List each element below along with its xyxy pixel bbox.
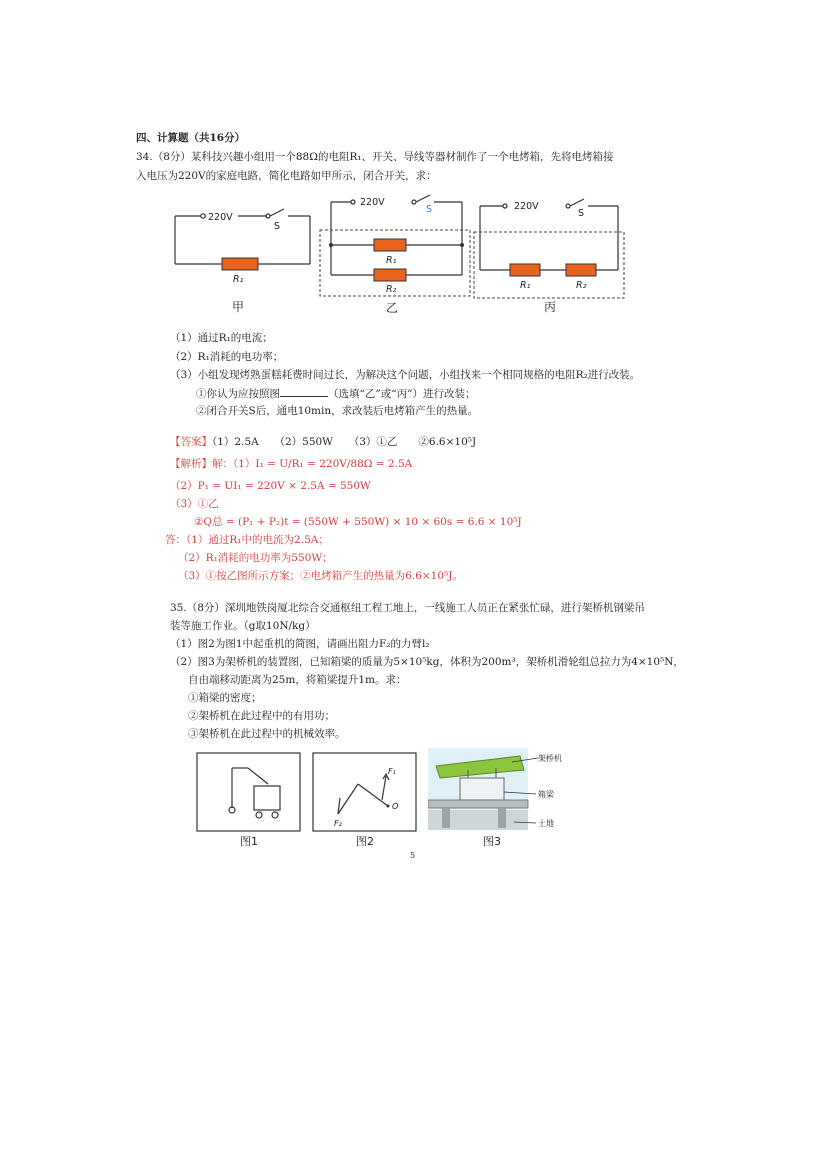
resistor-label: R₂	[386, 284, 397, 295]
answer-text: （1）2.5A （2）550W （3）①乙 ②6.6×10⁵J	[212, 436, 477, 448]
resistor-label: R₂	[576, 280, 587, 291]
q34-analysis-line1	[170, 457, 412, 471]
label-box-girder: 箱梁	[538, 790, 554, 799]
q34-stem-line2: 入电压为220V的家庭电路，简化电路如甲所示，闭合开关，求：	[136, 170, 437, 182]
q35-stem-line2: 装等施工作业。（g取10N/kg）	[170, 620, 316, 632]
q34-part3a	[196, 386, 475, 401]
figure-caption: 图2	[356, 835, 374, 848]
q35-stem-line1: 35.（8分）深圳地铁岗厦北综合交通枢纽工程工地上，一线施工人员正在紧张忙碌，进行架桥机钢梁吊	[170, 602, 645, 614]
answer-blank[interactable]	[280, 386, 328, 397]
voltage-label: 220V	[514, 201, 539, 212]
force-f1-label: F₁	[388, 767, 396, 776]
voltage-label: 220V	[208, 212, 233, 223]
switch-label: S	[274, 221, 281, 232]
resistor-r1-icon	[510, 264, 540, 276]
circuit-bing-diagram	[472, 192, 628, 320]
circuit-caption: 丙	[544, 300, 557, 314]
resistor-label: R₁	[233, 274, 244, 285]
switch-label: S	[426, 204, 433, 215]
figure-caption: 图3	[483, 835, 501, 848]
circuit-yi-diagram	[318, 190, 473, 320]
q34-part3a-text: （选填“乙”或“丙”）进行改装；	[328, 388, 476, 400]
q34-analysis-line4: ②Q总 = (P₁ + P₂)t = (550W + 550W) × 10 × 60s = 6.6 × 10⁵J	[194, 516, 522, 528]
q35-sub2: ②架桥机在此过程中的有用功；	[188, 710, 335, 722]
q34-conclusion-0: 答：（1）通过R₁中的电流为2.5A；	[165, 534, 329, 546]
circuit-jia-diagram	[170, 200, 315, 320]
q35-part2-line1: （2）图3为架桥机的装置图，已知箱梁的质量为5×10⁵kg，体积为200m³，架桥机滑轮组总拉力为4×10⁵N，	[170, 656, 684, 668]
resistor-r2-icon	[566, 264, 596, 276]
figure3-bridge-machine	[428, 748, 578, 848]
resistor-r1-icon	[374, 239, 406, 251]
circuit-caption: 乙	[386, 301, 399, 315]
q34-part2: （2）R₁消耗的电功率；	[170, 351, 284, 363]
q34-part3b: ②闭合开关S后，通电10min，求改装后电烤箱产生的热量。	[196, 405, 479, 417]
answer-label: 【答案】	[170, 436, 212, 448]
q35-sub1: ①箱梁的密度；	[188, 692, 262, 704]
q35-part1: （1）图2为图1中起重机的简图，请画出阻力F₂的力臂l₂	[170, 638, 430, 650]
q34-conclusion-1: （2）R₁消耗的电功率为550W；	[178, 552, 333, 564]
resistor-r2-icon	[374, 269, 406, 281]
label-bridge-machine: 架桥机	[538, 754, 562, 763]
resistor-label: R₁	[520, 280, 531, 291]
circuit-caption: 甲	[232, 300, 245, 314]
q34-answer	[170, 435, 476, 449]
voltage-label: 220V	[360, 197, 385, 208]
q34-stem-line1: 34.（8分）某科技兴趣小组用一个88Ω的电阻R₁、开关、导线等器材制作了一个电烤箱，先将电烤箱接	[136, 151, 614, 163]
q35-part2-line2: 自由端移动距离为25m，将箱梁提升1m。求：	[188, 674, 407, 686]
analysis-label: 【解析】	[170, 458, 212, 470]
force-f2-label: F₂	[334, 819, 342, 828]
resistor-r1-icon	[222, 258, 258, 270]
figure2-lever	[312, 752, 418, 848]
label-ground: 土地	[538, 819, 554, 828]
q34-part3a-text: ①你认为应按照图	[196, 388, 280, 400]
resistor-label: R₁	[386, 255, 397, 266]
pivot-o-label: O	[392, 802, 399, 811]
switch-label: S	[578, 208, 585, 219]
q34-analysis-line3: （3）①乙	[170, 498, 219, 510]
q35-sub3: ③架桥机在此过程中的机械效率。	[188, 728, 346, 740]
figure-caption: 图1	[240, 835, 258, 848]
section-title: 四、计算题（共16分）	[136, 132, 246, 144]
q34-part1: （1）通过R₁的电流；	[170, 332, 273, 344]
analysis-text: 解：（1）I₁ = U/R₁ = 220V/88Ω = 2.5A	[212, 458, 413, 470]
page-number: 5	[410, 851, 416, 860]
q34-conclusion-2: （3）①按乙图所示方案；②电烤箱产生的热量为6.6×10⁵J。	[178, 570, 463, 582]
q34-analysis-line2: （2）P₁ = UI₁ = 220V × 2.5A = 550W	[170, 480, 371, 492]
figure1-crane	[196, 752, 302, 848]
q34-part3: （3）小组发现烤熟蛋糕耗费时间过长，为解决这个问题，小组找来一个相同规格的电阻R₂进行改装。	[170, 369, 641, 381]
